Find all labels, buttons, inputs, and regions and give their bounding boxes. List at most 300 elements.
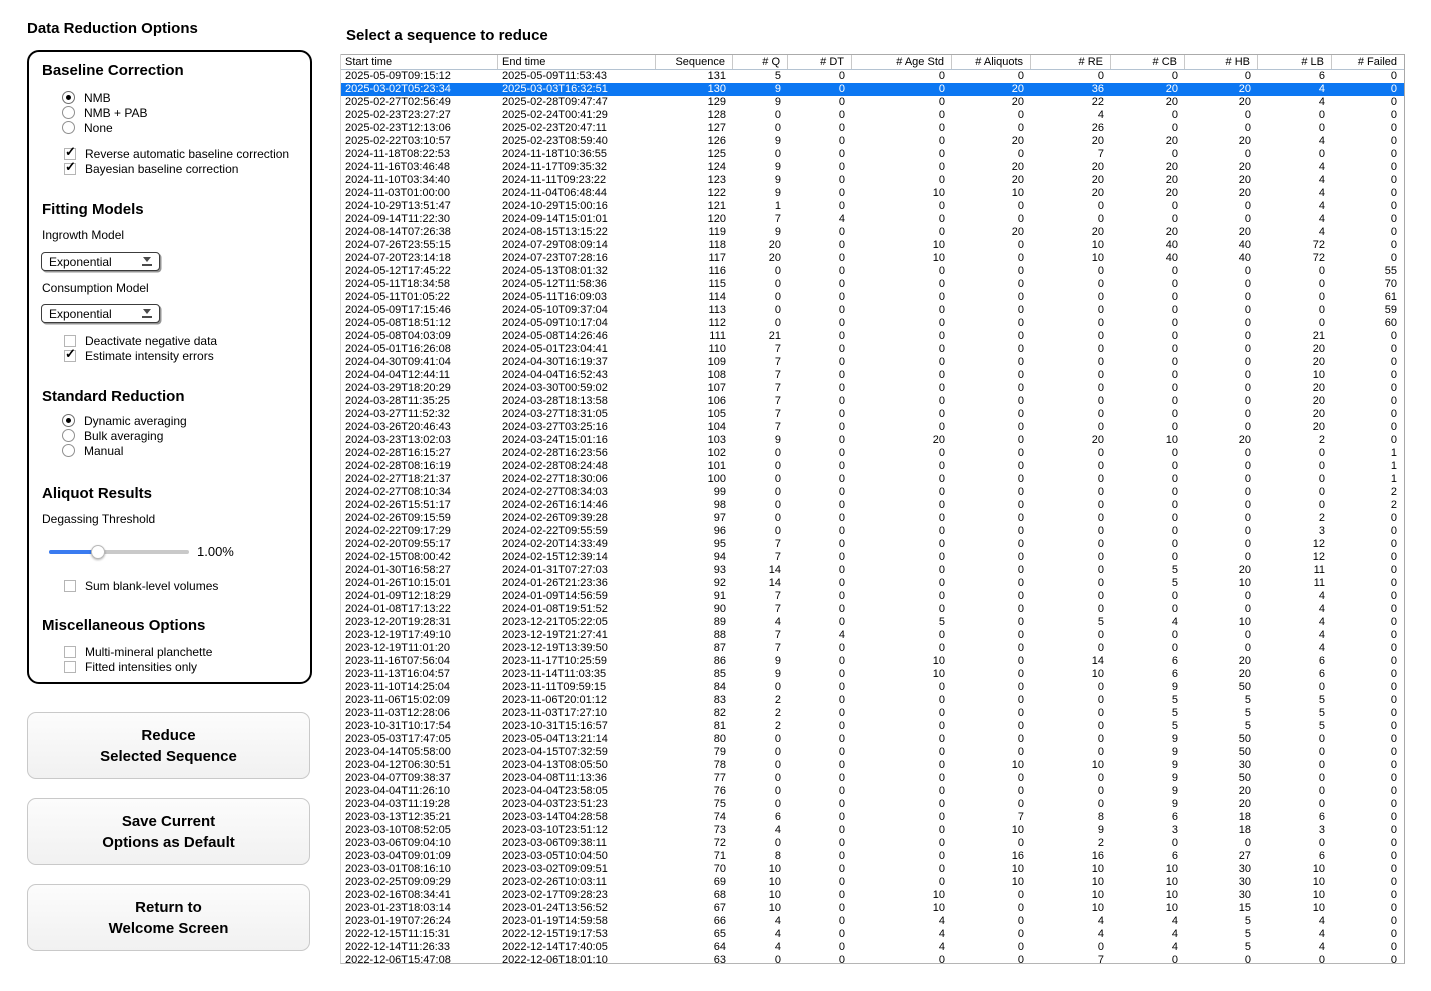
- radio-option-nmb[interactable]: [62, 90, 147, 105]
- table-row-sequence-66[interactable]: [341, 915, 1404, 928]
- cell: 20: [1238, 668, 1251, 680]
- table-row-sequence-88[interactable]: [341, 629, 1404, 642]
- cell: 101: [707, 460, 726, 472]
- column-header-cb[interactable]: # CB: [1111, 55, 1185, 69]
- table-row-sequence-82[interactable]: [341, 707, 1404, 720]
- cell: 0: [1097, 681, 1104, 693]
- table-row-sequence-93[interactable]: [341, 564, 1404, 577]
- table-row-sequence-94[interactable]: [341, 551, 1404, 564]
- cell: 0: [774, 772, 781, 784]
- cell: 0: [1318, 954, 1325, 964]
- radio-icon[interactable]: [62, 429, 75, 442]
- cell: 0: [1097, 330, 1104, 342]
- checkbox-icon[interactable]: [64, 661, 76, 673]
- aliquot-results-heading: Aliquot Results: [42, 485, 153, 502]
- button-label-line: Options as Default: [102, 833, 235, 851]
- cell: 0: [838, 408, 845, 420]
- cell: 0: [1017, 382, 1024, 394]
- cell: 0: [1244, 551, 1251, 563]
- return-welcome-screen-button[interactable]: [27, 884, 310, 951]
- table-row-sequence-121[interactable]: [341, 200, 1404, 213]
- cell: 0: [938, 720, 945, 732]
- cell: 5: [1097, 616, 1104, 628]
- cell: 0: [1017, 707, 1024, 719]
- table-row-sequence-115[interactable]: [341, 278, 1404, 291]
- table-row-sequence-119[interactable]: [341, 226, 1404, 239]
- cell: 40: [1238, 252, 1251, 264]
- cell: 0: [938, 850, 945, 862]
- cell: 0: [938, 772, 945, 784]
- column-header-re[interactable]: # RE: [1031, 55, 1111, 69]
- cell: 0: [838, 941, 845, 953]
- checkbox-option-multi-mineral-planchette[interactable]: [64, 644, 212, 659]
- cell: 9: [774, 668, 781, 680]
- cell: 50: [1238, 746, 1251, 758]
- cell: 0: [774, 304, 781, 316]
- radio-option-nmb-pab[interactable]: [62, 105, 147, 120]
- table-row-sequence-130[interactable]: [341, 83, 1404, 96]
- table-row-sequence-126[interactable]: [341, 135, 1404, 148]
- cell: 2024-04-04T16:52:43: [502, 369, 608, 381]
- cell: 6: [1318, 655, 1325, 667]
- cell: 2023-02-17T09:28:23: [502, 889, 608, 901]
- cell: 0: [1017, 525, 1024, 537]
- cell: 0: [1097, 486, 1104, 498]
- radio-icon[interactable]: [62, 444, 75, 457]
- cell: 80: [713, 733, 726, 745]
- column-header-start-time[interactable]: Start time: [341, 55, 498, 69]
- checkbox-icon[interactable]: [64, 580, 76, 592]
- cell: 2025-05-09T09:15:12: [345, 70, 451, 82]
- cell: 0: [838, 603, 845, 615]
- cell: 0: [1097, 369, 1104, 381]
- save-options-default-button[interactable]: [27, 798, 310, 865]
- cell: 65: [713, 928, 726, 940]
- cell: 6: [1171, 668, 1178, 680]
- cell: 0: [774, 278, 781, 290]
- cell: 0: [938, 538, 945, 550]
- cell: 0: [838, 616, 845, 628]
- consumption-model-select[interactable]: [41, 304, 160, 323]
- table-row-sequence-83[interactable]: [341, 694, 1404, 707]
- cell: 0: [1017, 616, 1024, 628]
- cell: 10: [768, 902, 781, 914]
- cell: 2023-02-26T10:03:11: [502, 876, 607, 888]
- cell: 5: [1244, 915, 1251, 927]
- cell: 2: [1390, 486, 1397, 498]
- table-row-sequence-69[interactable]: [341, 876, 1404, 889]
- cell: 2024-10-29T15:00:16: [502, 200, 608, 212]
- table-row-sequence-112[interactable]: [341, 317, 1404, 330]
- cell: 0: [1318, 122, 1325, 134]
- cell: 0: [1318, 772, 1325, 784]
- cell: 0: [1097, 746, 1104, 758]
- cell: 0: [1097, 629, 1104, 641]
- table-row-sequence-100[interactable]: [341, 473, 1404, 486]
- cell: 20: [1165, 226, 1178, 238]
- cell: 10: [1165, 902, 1178, 914]
- cell: 0: [1097, 356, 1104, 368]
- cell: 0: [1390, 434, 1397, 446]
- cell: 0: [1171, 551, 1178, 563]
- cell: 0: [1390, 811, 1397, 823]
- cell: 0: [938, 746, 945, 758]
- table-row-sequence-97[interactable]: [341, 512, 1404, 525]
- table-row-sequence-129[interactable]: [341, 96, 1404, 109]
- cell: 0: [838, 330, 845, 342]
- fitting-models-heading: Fitting Models: [42, 201, 144, 218]
- table-row-sequence-113[interactable]: [341, 304, 1404, 317]
- cell: 0: [938, 759, 945, 771]
- cell: 4: [774, 928, 781, 940]
- table-row-sequence-124[interactable]: [341, 161, 1404, 174]
- table-row-sequence-110[interactable]: [341, 343, 1404, 356]
- cell: 115: [708, 278, 726, 290]
- cell: 0: [1244, 330, 1251, 342]
- cell: 0: [1318, 837, 1325, 849]
- checkbox-option-deactivate-negative-data[interactable]: [64, 333, 217, 348]
- cell: 0: [938, 629, 945, 641]
- cell: 10: [1091, 668, 1104, 680]
- cell: 0: [1017, 551, 1024, 563]
- cell: 7: [774, 629, 781, 641]
- cell: 0: [938, 408, 945, 420]
- table-row-sequence-85[interactable]: [341, 668, 1404, 681]
- radio-icon[interactable]: [62, 121, 75, 134]
- cell: 2025-02-23T08:59:40: [502, 135, 608, 147]
- cell: 0: [1318, 291, 1325, 303]
- cell: 0: [1318, 447, 1325, 459]
- cell: 20: [768, 239, 781, 251]
- table-row-sequence-87[interactable]: [341, 642, 1404, 655]
- button-label-line: Save Current: [121, 812, 216, 830]
- table-row-sequence-91[interactable]: [341, 590, 1404, 603]
- ingrowth-model-select[interactable]: [41, 252, 160, 271]
- cell: 8: [1097, 811, 1104, 823]
- radio-icon[interactable]: [62, 414, 75, 427]
- cell: 121: [707, 200, 726, 212]
- cell: 4: [838, 629, 845, 641]
- table-row-sequence-89[interactable]: [341, 616, 1404, 629]
- reduce-selected-sequence-button[interactable]: [27, 712, 310, 779]
- cell: 0: [1244, 213, 1251, 225]
- cell: 0: [1171, 421, 1178, 433]
- degassing-slider-track[interactable]: [49, 550, 189, 554]
- column-header-dt[interactable]: # DT: [788, 55, 852, 69]
- radio-option-bulk-averaging[interactable]: [62, 428, 187, 443]
- table-row-sequence-81[interactable]: [341, 720, 1404, 733]
- cell: 0: [1017, 473, 1024, 485]
- cell: 30: [1238, 889, 1251, 901]
- cell: 0: [1171, 447, 1178, 459]
- cell: 0: [1390, 252, 1397, 264]
- cell: 0: [838, 850, 845, 862]
- cell: 0: [838, 200, 845, 212]
- table-row-sequence-73[interactable]: [341, 824, 1404, 837]
- table-row-sequence-104[interactable]: [341, 421, 1404, 434]
- table-row-sequence-108[interactable]: [341, 369, 1404, 382]
- cell: 2024-03-28T11:35:25: [345, 395, 450, 407]
- cell: 72: [1312, 252, 1325, 264]
- table-row-sequence-86[interactable]: [341, 655, 1404, 668]
- column-header-end-time[interactable]: End time: [498, 55, 656, 69]
- degassing-slider-knob[interactable]: [91, 545, 105, 559]
- checkbox-option-reverse-automatic-baseline-correction[interactable]: [64, 143, 290, 161]
- table-row-sequence-128[interactable]: [341, 109, 1404, 122]
- cell: 0: [838, 876, 845, 888]
- cell: 2024-05-11T16:09:03: [502, 291, 607, 303]
- cell: 108: [707, 369, 726, 381]
- checkbox-option-sum-blank-level-volumes[interactable]: [64, 578, 218, 593]
- cell: 76: [713, 785, 726, 797]
- cell: 129: [707, 96, 726, 108]
- cell: 0: [1171, 343, 1178, 355]
- cell: 0: [938, 486, 945, 498]
- checkbox-label: Estimate intensity errors: [85, 348, 214, 363]
- cell: 0: [1171, 200, 1178, 212]
- cell: 0: [1244, 369, 1251, 381]
- cell: 0: [838, 174, 845, 186]
- checkbox-label: Reverse automatic baseline correction: [85, 146, 290, 161]
- radio-option-manual[interactable]: [62, 443, 187, 458]
- cell: 2023-12-19T21:27:41: [502, 629, 608, 641]
- cell: 2024-05-01T16:26:08: [345, 343, 451, 355]
- table-row-sequence-117[interactable]: [341, 252, 1404, 265]
- cell: 2025-02-22T03:10:57: [345, 135, 451, 147]
- cell: 20: [1238, 83, 1251, 95]
- table-row-sequence-111[interactable]: [341, 330, 1404, 343]
- cell: 5: [1171, 694, 1178, 706]
- checkbox-icon[interactable]: [64, 158, 76, 175]
- checkbox-icon[interactable]: [64, 143, 76, 160]
- cell: 0: [1171, 603, 1178, 615]
- cell: 2024-02-28T08:24:48: [502, 460, 608, 472]
- cell: 0: [1171, 265, 1178, 277]
- cell: 20: [1238, 161, 1251, 173]
- cell: 0: [1390, 161, 1397, 173]
- cell: 82: [713, 707, 726, 719]
- radio-icon[interactable]: [62, 106, 75, 119]
- cell: 0: [774, 122, 781, 134]
- table-row-sequence-99[interactable]: [341, 486, 1404, 499]
- column-header-aliquots[interactable]: # Aliquots: [952, 55, 1031, 69]
- cell: 102: [707, 447, 726, 459]
- cell: 0: [1097, 798, 1104, 810]
- cell: 10: [932, 187, 945, 199]
- cell: 2025-02-27T02:56:49: [345, 96, 451, 108]
- cell: 0: [1390, 694, 1397, 706]
- table-row-sequence-118[interactable]: [341, 239, 1404, 252]
- cell: 68: [713, 889, 726, 901]
- cell: 20: [768, 252, 781, 264]
- cell: 0: [1097, 512, 1104, 524]
- baseline-check-group: [64, 143, 290, 176]
- cell: 20: [1238, 226, 1251, 238]
- cell: 0: [1097, 538, 1104, 550]
- cell: 2024-05-09T10:17:04: [502, 317, 608, 329]
- cell: 0: [1244, 278, 1251, 290]
- cell: 0: [1017, 408, 1024, 420]
- cell: 64: [713, 941, 726, 953]
- table-row-sequence-75[interactable]: [341, 798, 1404, 811]
- cell: 0: [1390, 109, 1397, 121]
- table-row-sequence-122[interactable]: [341, 187, 1404, 200]
- column-header-hb[interactable]: # HB: [1185, 55, 1258, 69]
- cell: 0: [1390, 421, 1397, 433]
- table-row-sequence-101[interactable]: [341, 460, 1404, 473]
- cell: 0: [938, 174, 945, 186]
- cell: 2023-04-15T07:32:59: [502, 746, 608, 758]
- table-row-sequence-98[interactable]: [341, 499, 1404, 512]
- cell: 0: [1017, 304, 1024, 316]
- radio-label: NMB + PAB: [84, 105, 148, 120]
- cell: 10: [932, 668, 945, 680]
- cell: 0: [1390, 83, 1397, 95]
- cell: 0: [838, 382, 845, 394]
- checkbox-icon[interactable]: [64, 646, 76, 658]
- table-row-sequence-114[interactable]: [341, 291, 1404, 304]
- table-row-sequence-72[interactable]: [341, 837, 1404, 850]
- table-row-sequence-116[interactable]: [341, 265, 1404, 278]
- cell: 0: [1171, 70, 1178, 82]
- cell: 0: [1171, 408, 1178, 420]
- cell: 0: [1017, 642, 1024, 654]
- table-row-sequence-71[interactable]: [341, 850, 1404, 863]
- cell: 0: [838, 473, 845, 485]
- cell: 10: [932, 239, 945, 251]
- cell: 0: [1390, 408, 1397, 420]
- cell: 2024-05-10T09:37:04: [502, 304, 608, 316]
- cell: 2024-02-22T09:17:29: [345, 525, 451, 537]
- cell: 2023-11-03T12:28:06: [345, 707, 450, 719]
- table-row-sequence-90[interactable]: [341, 603, 1404, 616]
- table-row-sequence-92[interactable]: [341, 577, 1404, 590]
- table-row-sequence-67[interactable]: [341, 902, 1404, 915]
- table-row-sequence-76[interactable]: [341, 785, 1404, 798]
- cell: 0: [1097, 603, 1104, 615]
- cell: 20: [1091, 226, 1104, 238]
- cell: 0: [938, 83, 945, 95]
- table-row-sequence-70[interactable]: [341, 863, 1404, 876]
- cell: 0: [1097, 447, 1104, 459]
- table-row-sequence-109[interactable]: [341, 356, 1404, 369]
- cell: 2: [774, 694, 781, 706]
- radio-option-dynamic-averaging[interactable]: [62, 413, 187, 428]
- table-row-sequence-79[interactable]: [341, 746, 1404, 759]
- checkbox-option-bayesian-baseline-correction[interactable]: [64, 158, 289, 176]
- cell: 0: [838, 837, 845, 849]
- cell: 0: [938, 330, 945, 342]
- cell: 10: [1165, 889, 1178, 901]
- cell: 2024-02-28T16:15:27: [345, 447, 451, 459]
- cell: 0: [938, 473, 945, 485]
- column-header-q[interactable]: # Q: [733, 55, 788, 69]
- column-header-failed[interactable]: # Failed: [1357, 56, 1397, 68]
- cell: 0: [938, 577, 945, 589]
- table-row-sequence-95[interactable]: [341, 538, 1404, 551]
- table-row-sequence-106[interactable]: [341, 395, 1404, 408]
- cell: 20: [1238, 96, 1251, 108]
- table-row-sequence-131[interactable]: [341, 70, 1404, 83]
- cell: 0: [838, 694, 845, 706]
- cell: 2023-02-25T09:09:29: [345, 876, 451, 888]
- cell: 2024-03-28T18:13:58: [502, 395, 608, 407]
- table-row-sequence-64[interactable]: [341, 941, 1404, 954]
- column-header-age-std[interactable]: # Age Std: [852, 55, 952, 69]
- table-row-sequence-74[interactable]: [341, 811, 1404, 824]
- cell: 2023-12-19T11:01:20: [345, 642, 450, 654]
- table-row-sequence-125[interactable]: [341, 148, 1404, 161]
- table-row-sequence-123[interactable]: [341, 174, 1404, 187]
- cell: 2024-03-24T15:01:16: [502, 434, 608, 446]
- degassing-slider[interactable]: [49, 545, 189, 559]
- cell: 18: [1238, 811, 1251, 823]
- cell: 10: [1091, 889, 1104, 901]
- table-row-sequence-103[interactable]: [341, 434, 1404, 447]
- radio-option-none[interactable]: [62, 120, 147, 135]
- cell: 4: [1318, 616, 1325, 628]
- cell: 0: [938, 694, 945, 706]
- table-row-sequence-77[interactable]: [341, 772, 1404, 785]
- table-row-sequence-107[interactable]: [341, 382, 1404, 395]
- table-row-sequence-68[interactable]: [341, 889, 1404, 902]
- table-row-sequence-96[interactable]: [341, 525, 1404, 538]
- cell: 97: [713, 512, 726, 524]
- cell: 2023-10-31T10:17:54: [345, 720, 451, 732]
- cell: 111: [709, 330, 726, 342]
- cell: 2024-11-11T09:23:22: [502, 174, 607, 186]
- table-row-sequence-63[interactable]: [341, 954, 1404, 964]
- table-row-sequence-127[interactable]: [341, 122, 1404, 135]
- cell: 2025-02-23T20:47:11: [502, 122, 607, 134]
- cell: 20: [1165, 83, 1178, 95]
- column-header-sequence[interactable]: Sequence: [656, 55, 733, 69]
- table-row-sequence-120[interactable]: [341, 213, 1404, 226]
- cell: 0: [1390, 954, 1397, 964]
- table-row-sequence-65[interactable]: [341, 928, 1404, 941]
- cell: 0: [1390, 226, 1397, 238]
- cell: 6: [1171, 811, 1178, 823]
- checkbox-option-estimate-intensity-errors[interactable]: [64, 345, 217, 363]
- checkbox-icon[interactable]: [64, 335, 76, 347]
- cell: 0: [1390, 96, 1397, 108]
- table-row-sequence-84[interactable]: [341, 681, 1404, 694]
- radio-label: Dynamic averaging: [84, 413, 187, 428]
- checkbox-icon[interactable]: [64, 345, 76, 362]
- cell: 0: [1171, 148, 1178, 160]
- cell: 0: [1097, 200, 1104, 212]
- radio-icon[interactable]: [62, 91, 75, 104]
- table-row-sequence-80[interactable]: [341, 733, 1404, 746]
- cell: 2023-03-04T09:01:09: [345, 850, 451, 862]
- cell: 9: [774, 135, 781, 147]
- cell: 0: [774, 512, 781, 524]
- cell: 0: [1017, 655, 1024, 667]
- cell: 7: [774, 343, 781, 355]
- cell: 10: [768, 889, 781, 901]
- table-row-sequence-78[interactable]: [341, 759, 1404, 772]
- table-row-sequence-102[interactable]: [341, 447, 1404, 460]
- table-row-sequence-105[interactable]: [341, 408, 1404, 421]
- cell: 0: [1171, 954, 1178, 964]
- cell: 1: [774, 200, 781, 212]
- checkbox-option-fitted-intensities-only[interactable]: [64, 659, 212, 674]
- cell: 2022-12-14T11:26:33: [345, 941, 450, 953]
- cell: 0: [1244, 356, 1251, 368]
- cell: 20: [1091, 434, 1104, 446]
- cell: 92: [713, 577, 726, 589]
- column-header-lb[interactable]: # LB: [1258, 55, 1332, 69]
